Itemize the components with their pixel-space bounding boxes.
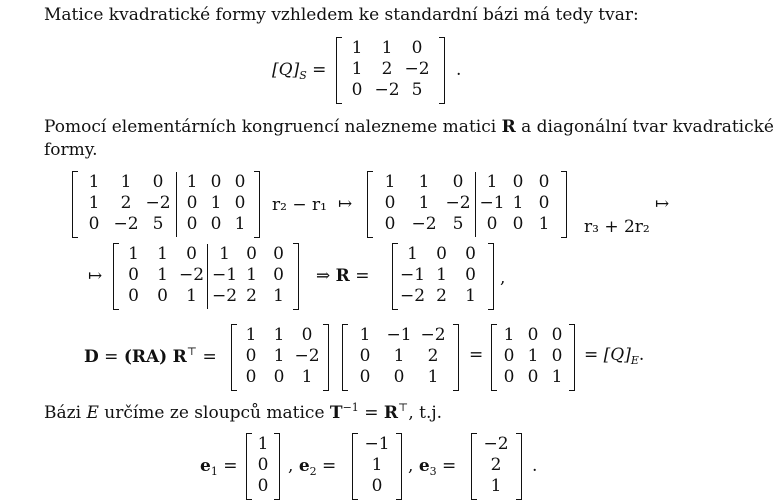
matrix-cell: 0: [512, 172, 524, 192]
matrix-cell: 1: [245, 325, 257, 345]
matrix-cell: 1: [351, 38, 363, 58]
matrix-cell: 2: [246, 286, 257, 306]
matrix-row: [211, 265, 292, 286]
matrix-cell: 5: [411, 80, 423, 100]
d-expression: D = (RA) R⊤ =: [84, 345, 217, 367]
e2-label: , $e_2$ =: [288, 456, 337, 478]
matrix-row: [342, 59, 432, 80]
d3-bracket-right: [569, 324, 575, 391]
matrix-cell: 1: [384, 172, 396, 192]
matrix-cell: 0: [157, 286, 168, 306]
matrix-cell: 0: [527, 325, 539, 345]
matrix-cell: 0: [273, 265, 284, 285]
matrix-cell: 0: [246, 244, 257, 264]
matrix-row: [119, 244, 206, 265]
matrix-row: [373, 193, 475, 214]
matrix-cell: 2: [436, 286, 447, 306]
final-period: .: [532, 456, 538, 476]
matrix-row: [358, 455, 396, 476]
matrix-cell: 0: [234, 193, 246, 213]
augmented-matrix-1-left: [78, 172, 174, 235]
e1-bracket-right: [274, 433, 280, 500]
matrix-cell: 1: [503, 325, 515, 345]
d2-bracket-right: [453, 324, 459, 391]
mapsto-3: ↦: [88, 266, 103, 286]
row-operation-1: r₂ − r₁: [272, 195, 327, 215]
ra-matrix: [237, 325, 321, 388]
matrix-cell: 1: [418, 193, 430, 213]
matrix-row: [479, 193, 557, 214]
aug3-bracket-right: [293, 243, 299, 310]
matrix-cell: −2: [420, 325, 446, 345]
matrix-cell: 0: [186, 214, 198, 234]
matrix-row: [252, 434, 274, 455]
matrix-cell: 0: [186, 193, 198, 213]
matrix-cell: 0: [210, 214, 222, 234]
matrix-cell: 0: [186, 244, 197, 264]
matrix-cell: 1: [407, 244, 418, 264]
matrix-cell: 1: [490, 476, 502, 496]
matrix-cell: 0: [152, 172, 164, 192]
matrix-cell: 0: [359, 367, 371, 387]
matrix-cell: 0: [486, 214, 498, 234]
matrix-row: [398, 286, 485, 307]
matrix-cell: 1: [538, 214, 550, 234]
matrix-row: [180, 193, 252, 214]
matrix-cell: 1: [465, 286, 476, 306]
matrix-cell: 0: [273, 244, 284, 264]
matrix-row: [78, 214, 174, 235]
matrix-cell: 1: [157, 265, 168, 285]
matrix-cell: −2: [374, 80, 400, 100]
basis-sentence: Bázi E určíme ze sloupců matice $T^{-1} = R^⊤$, t.j.: [44, 401, 443, 423]
augmented-matrix-2-right: [479, 172, 557, 235]
matrix-row: [237, 367, 321, 388]
matrix-cell: 1: [120, 172, 132, 192]
matrix-cell: 1: [273, 286, 284, 306]
matrix-cell: 1: [186, 172, 198, 192]
e2-vector: [358, 434, 396, 497]
kongruence-sentence: Pomocí elementárních kongruencí nalezneme matici R a diagonální tvar kvadratické: [44, 117, 774, 137]
row-operation-2: r₃ + 2r₂: [584, 217, 650, 237]
aug1-bracket-right: [254, 171, 260, 238]
matrix-row: [342, 80, 432, 101]
matrix-cell: 0: [465, 265, 476, 285]
matrix-row: [119, 286, 206, 307]
matrix-row: [237, 325, 321, 346]
matrix-cell: −2: [294, 346, 320, 366]
matrix-cell: 1: [273, 325, 285, 345]
matrix-cell: 0: [551, 325, 563, 345]
diagonal-matrix: [497, 325, 569, 388]
matrix-cell: 1: [418, 172, 430, 192]
aug1-divider: [176, 172, 177, 237]
matrix-cell: 1: [234, 214, 246, 234]
matrix-cell: 0: [452, 172, 464, 192]
matrix-cell: 0: [351, 80, 363, 100]
e1-vector: [252, 434, 274, 497]
matrix-cell: 0: [371, 476, 383, 496]
matrix-cell: −2: [113, 214, 139, 234]
matrix-cell: 2: [381, 59, 393, 79]
matrix-cell: 1: [157, 244, 168, 264]
matrix-cell: 0: [512, 214, 524, 234]
matrix-cell: 0: [257, 455, 269, 475]
matrix-cell: −1: [211, 265, 238, 285]
matrix-cell: −2: [404, 59, 430, 79]
qs-label: $[Q]_S$ =: [272, 60, 327, 82]
matrix-cell: 1: [512, 193, 524, 213]
matrix-cell: 0: [393, 367, 405, 387]
matrix-row: [477, 455, 515, 476]
qs-period: .: [456, 60, 462, 80]
matrix-row: [497, 367, 569, 388]
aug3-divider: [207, 244, 208, 309]
intro-sentence: Matice kvadratické formy vzhledem ke standardní bázi má tedy tvar:: [44, 5, 639, 25]
matrix-cell: 1: [436, 265, 447, 285]
d-eq: =: [469, 345, 484, 365]
matrix-cell: −2: [445, 193, 471, 213]
matrix-cell: 1: [351, 59, 363, 79]
matrix-cell: 1: [88, 172, 100, 192]
aug2-divider: [475, 172, 476, 237]
matrix-cell: 0: [359, 346, 371, 366]
matrix-row: [211, 244, 292, 265]
e2-bracket-right: [396, 433, 402, 500]
matrix-cell: 1: [359, 325, 371, 345]
augmented-matrix-3-right: [211, 244, 292, 307]
matrix-cell: 0: [128, 286, 139, 306]
mapsto-1: ↦: [338, 194, 353, 214]
matrix-cell: 1: [427, 367, 439, 387]
matrix-row: [211, 286, 292, 307]
matrix-cell: 1: [486, 172, 498, 192]
matrix-cell: 1: [219, 244, 230, 264]
matrix-row: [479, 214, 557, 235]
qs-bracket-right: [439, 37, 445, 104]
matrix-cell: 0: [503, 367, 515, 387]
e3-label: , $e_3$ =: [408, 456, 457, 478]
e3-vector: [477, 434, 515, 497]
matrix-cell: 1: [381, 38, 393, 58]
matrix-cell: 0: [527, 367, 539, 387]
matrix-cell: 0: [128, 265, 139, 285]
matrix-row: [119, 265, 206, 286]
matrix-row: [358, 476, 396, 497]
augmented-matrix-2-left: [373, 172, 475, 235]
matrix-cell: 0: [257, 476, 269, 496]
matrix-cell: 0: [384, 193, 396, 213]
matrix-cell: 2: [490, 455, 502, 475]
matrix-cell: −2: [145, 193, 171, 213]
matrix-cell: 1: [88, 193, 100, 213]
matrix-cell: −2: [483, 434, 509, 454]
matrix-cell: 0: [384, 214, 396, 234]
matrix-cell: 0: [210, 172, 222, 192]
matrix-cell: 0: [301, 325, 313, 345]
matrix-cell: −2: [178, 265, 205, 285]
matrix-cell: 2: [120, 193, 132, 213]
matrix-row: [497, 325, 569, 346]
matrix-cell: 0: [538, 172, 550, 192]
matrix-row: [477, 476, 515, 497]
matrix-row: [358, 434, 396, 455]
r-bracket-right: [488, 243, 494, 310]
matrix-cell: −1: [386, 325, 412, 345]
matrix-cell: 1: [246, 265, 257, 285]
aug2-bracket-right: [561, 171, 567, 238]
matrix-row: [477, 434, 515, 455]
matrix-cell: 0: [411, 38, 423, 58]
matrix-cell: −2: [399, 286, 426, 306]
matrix-cell: 1: [186, 286, 197, 306]
matrix-cell: 1: [393, 346, 405, 366]
matrix-cell: 1: [371, 455, 383, 475]
matrix-cell: 1: [257, 434, 269, 454]
matrix-cell: 5: [152, 214, 164, 234]
matrix-row: [342, 38, 432, 59]
matrix-row: [497, 346, 569, 367]
matrix-row: [180, 172, 252, 193]
r-definition: ⇒ R =: [316, 266, 370, 286]
quadratic-form-matrix: [342, 38, 432, 101]
matrix-row: [479, 172, 557, 193]
matrix-cell: −2: [411, 214, 437, 234]
matrix-row: [373, 214, 475, 235]
matrix-row: [252, 455, 274, 476]
matrix-cell: 0: [245, 346, 257, 366]
matrix-cell: 0: [234, 172, 246, 192]
matrix-cell: 0: [551, 346, 563, 366]
matrix-row: [252, 476, 274, 497]
matrix-cell: 0: [465, 244, 476, 264]
augmented-matrix-1-right: [180, 172, 252, 235]
matrix-cell: 1: [210, 193, 222, 213]
matrix-cell: 0: [88, 214, 100, 234]
e3-bracket-right: [516, 433, 522, 500]
matrix-cell: 1: [128, 244, 139, 264]
matrix-cell: 0: [245, 367, 257, 387]
e1-label: $e_1$ =: [200, 456, 238, 478]
matrix-cell: 0: [503, 346, 515, 366]
rt-matrix: [348, 325, 450, 388]
matrix-cell: −1: [364, 434, 390, 454]
qe-label: = $[Q]_E$.: [584, 345, 645, 367]
matrix-cell: 5: [452, 214, 464, 234]
matrix-row: [78, 193, 174, 214]
matrix-row: [348, 367, 450, 388]
matrix-cell: −1: [399, 265, 426, 285]
augmented-matrix-3-left: [119, 244, 206, 307]
mapsto-2: ↦: [655, 194, 670, 214]
matrix-cell: −1: [479, 193, 505, 213]
matrix-row: [373, 172, 475, 193]
matrix-row: [348, 325, 450, 346]
matrix-cell: −2: [211, 286, 238, 306]
matrix-cell: 1: [273, 346, 285, 366]
matrix-row: [180, 214, 252, 235]
matrix-row: [398, 244, 485, 265]
matrix-row: [237, 346, 321, 367]
matrix-cell: 0: [436, 244, 447, 264]
matrix-row: [78, 172, 174, 193]
matrix-cell: 0: [538, 193, 550, 213]
matrix-cell: 0: [273, 367, 285, 387]
matrix-cell: 1: [527, 346, 539, 366]
matrix-cell: 1: [551, 367, 563, 387]
matrix-cell: 1: [301, 367, 313, 387]
matrix-row: [348, 346, 450, 367]
d1-bracket-right: [323, 324, 329, 391]
matrix-row: [398, 265, 485, 286]
kongruence-sentence-end: formy.: [44, 140, 98, 160]
matrix-cell: 2: [427, 346, 439, 366]
r-comma: ,: [500, 268, 506, 288]
r-matrix: [398, 244, 485, 307]
